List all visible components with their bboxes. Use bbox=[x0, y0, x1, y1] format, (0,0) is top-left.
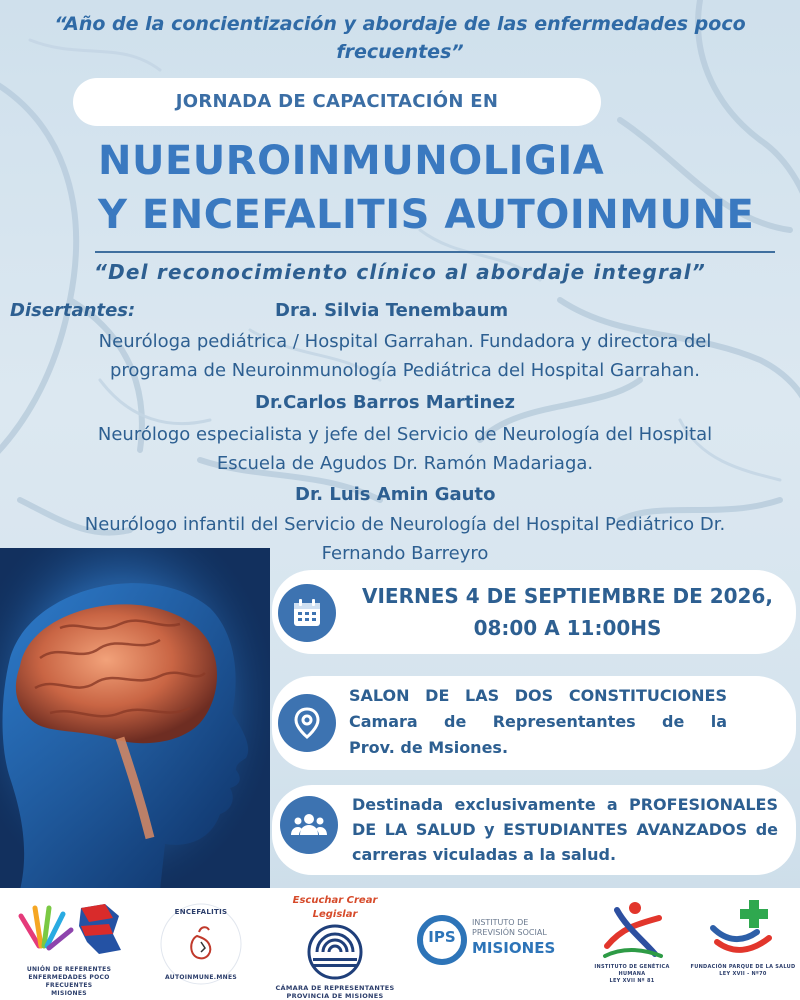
union-referentes-line2: ENFERMEDADES POCO FRECUENTES bbox=[28, 974, 110, 989]
speaker-1-name: Dra. Silvia Tenembaum bbox=[275, 300, 509, 321]
venue-line-2: Camara de Representantes de la bbox=[349, 712, 727, 731]
speaker-1-desc-line2: programa de Neuroinmunología Pediátrica del Hospital Garrahan. bbox=[109, 360, 701, 381]
speaker-1-desc bbox=[20, 327, 790, 385]
union-referentes-mark-icon bbox=[9, 896, 129, 962]
speaker-2-desc bbox=[20, 420, 790, 478]
ips-line3: MISIONES bbox=[472, 939, 556, 957]
speaker-3-name: Dr. Luis Amin Gauto bbox=[295, 484, 496, 505]
date-text bbox=[345, 580, 790, 644]
encefalitis-line2: AUTOINMUNE.MNES bbox=[165, 974, 237, 981]
fundacion-line1: FUNDACIÓN PARQUE DE LA SALUD bbox=[690, 964, 796, 970]
camara-seal-icon bbox=[299, 922, 371, 980]
calendar-icon bbox=[278, 584, 336, 642]
union-referentes-line3: MISIONES bbox=[51, 990, 87, 997]
logo-instituto-genetica bbox=[582, 898, 682, 985]
speakers-label-text: Disertantes bbox=[10, 300, 129, 321]
logo-encefalitis bbox=[146, 896, 256, 992]
ips-mark: IPS bbox=[428, 928, 456, 946]
venue-line-1: SALON DE LAS DOS CONSTITUCIONES bbox=[349, 686, 727, 705]
venue-text bbox=[349, 683, 727, 761]
logo-camara-representantes bbox=[270, 894, 400, 1000]
fundacion-line2: LEY XVII - Nº70 bbox=[719, 971, 767, 977]
venue-line-3: Prov. de Msiones. bbox=[349, 738, 509, 757]
title-line-2: Y ENCEFALITIS AUTOINMUNE bbox=[98, 192, 755, 238]
logo-ips-misiones bbox=[410, 906, 575, 976]
speakers-label bbox=[10, 297, 135, 325]
camara-line2: PROVINCIA DE MISIONES bbox=[286, 992, 384, 1000]
audience-text bbox=[352, 792, 778, 867]
genetica-line1: INSTITUTO DE GENÉTICA HUMANA bbox=[594, 964, 670, 977]
logo-union-referentes bbox=[4, 896, 134, 998]
date-line-2: 08:00 A 11:00HS bbox=[473, 616, 662, 640]
speaker-2-name: Dr.Carlos Barros Martinez bbox=[255, 392, 516, 413]
speaker-3-desc-line2: Fernando Barreyro bbox=[321, 543, 489, 564]
title-line-1: NUEUROINMUNOLIGIA bbox=[98, 138, 605, 184]
audience-line-1: Destinada exclusivamente a PROFESIONALES bbox=[352, 795, 778, 814]
logo-fundacion-parque-salud bbox=[690, 898, 796, 978]
title-divider bbox=[95, 251, 775, 253]
ips-line1: INSTITUTO DE bbox=[472, 918, 529, 927]
fundacion-cross-icon bbox=[707, 898, 779, 960]
camara-banner: Escuchar Crear Legislar bbox=[292, 895, 378, 920]
camara-line1: CÁMARA DE REPRESENTANTES bbox=[275, 984, 395, 992]
genetica-figure-icon bbox=[597, 898, 667, 960]
speaker-2-desc-line2: Escuela de Agudos Dr. Ramón Madariaga. bbox=[216, 453, 594, 474]
location-pin-icon bbox=[278, 694, 336, 752]
speaker-3-desc bbox=[10, 510, 800, 568]
subtitle: “Del reconocimiento clínico al abordaje integral” bbox=[94, 260, 706, 284]
speaker-2-desc-line1: Neurólogo especialista y jefe del Servicio de Neurología del Hospital bbox=[97, 424, 713, 445]
brain-head-illustration bbox=[0, 548, 270, 890]
year-motto: “Año de la concientización y abordaje de las enfermedades poco frecuentes” bbox=[54, 13, 746, 63]
sponsor-footer bbox=[0, 888, 800, 1000]
encefalitis-line1: ENCEFALITIS bbox=[174, 908, 228, 916]
event-kind-pill: JORNADA DE CAPACITACIÓN EN bbox=[73, 78, 601, 126]
ips-text bbox=[472, 918, 555, 958]
ips-line2: PREVISIÓN SOCIAL bbox=[472, 928, 547, 937]
genetica-line2: LEY XVII Nº 81 bbox=[609, 978, 655, 984]
date-line-1: VIERNES 4 DE SEPTIEMBRE DE 2026, bbox=[362, 584, 773, 608]
speakers-label-colon: : bbox=[128, 300, 136, 321]
audience-line-3: carreras viculadas a la salud. bbox=[352, 845, 617, 864]
speaker-1-desc-line1: Neuróloga pediátrica / Hospital Garrahan. Fundadora y directora del bbox=[98, 331, 712, 352]
audience-line-2: DE LA SALUD y ESTUDIANTES AVANZADOS de bbox=[352, 820, 778, 839]
speaker-3-desc-line1: Neurólogo infantil del Servicio de Neurología del Hospital Pediátrico Dr. bbox=[84, 514, 726, 535]
union-referentes-line1: UNIÓN DE REFERENTES bbox=[26, 966, 112, 973]
group-icon bbox=[280, 796, 338, 854]
